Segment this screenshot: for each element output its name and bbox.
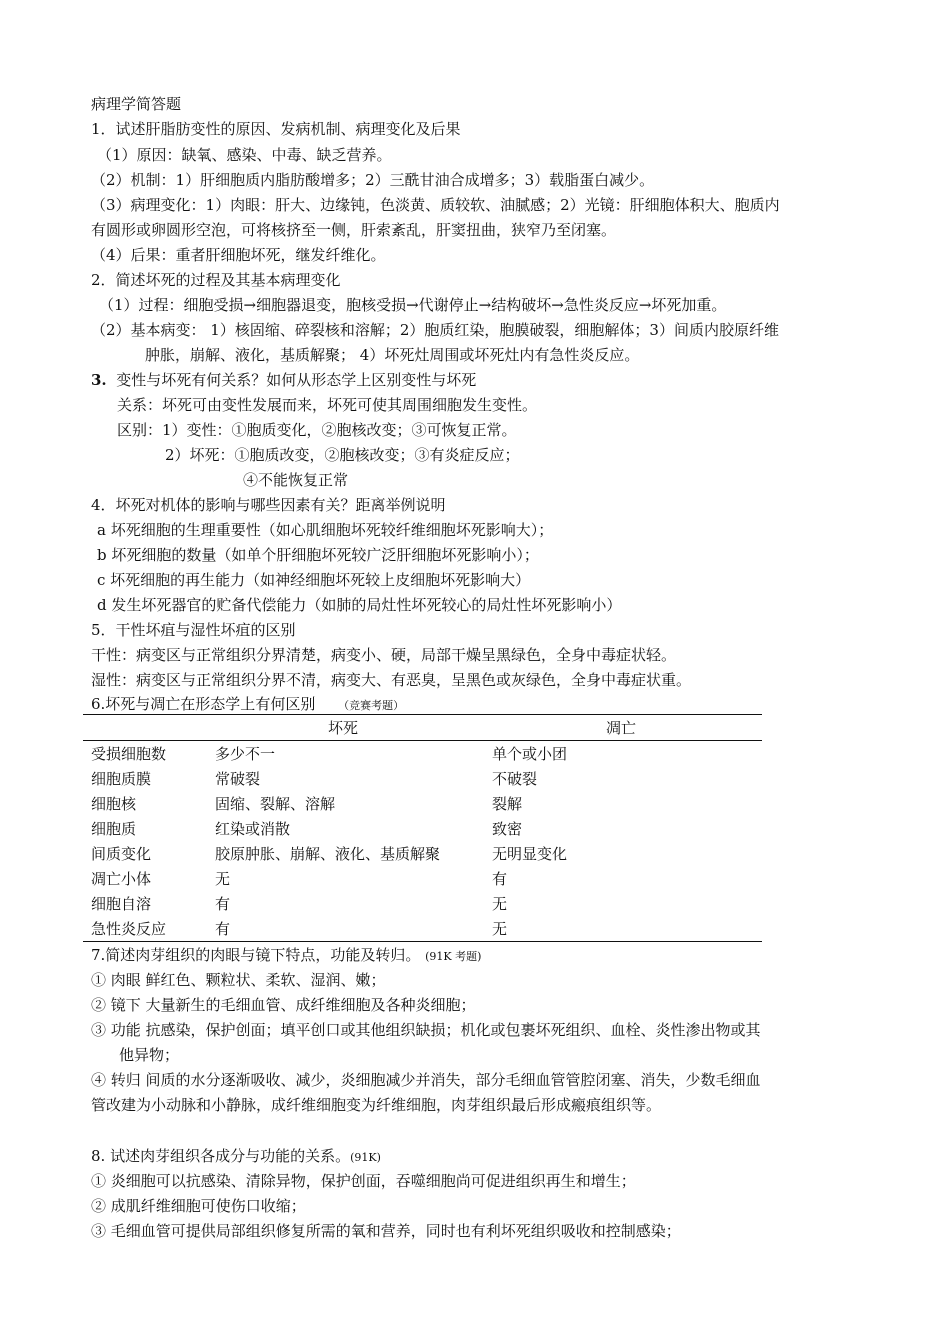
q3-line: ④不能恢复正常 (243, 471, 349, 489)
table-cell: 细胞质膜 (91, 770, 152, 788)
table-cell: 细胞质 (91, 820, 137, 838)
q3-line: 2）坏死：①胞质改变，②胞核改变；③有炎症反应； (165, 446, 520, 464)
table-cell: 无 (492, 895, 508, 913)
question-3-title (91, 369, 476, 391)
q7-line: ① 肉眼 鲜红色、颗粒状、柔软、湿润、嫩； (91, 971, 386, 989)
question-3-text: 变性与坏死有何关系？如何从形态学上区别变性与坏死 (116, 371, 477, 389)
table-cell: 常破裂 (215, 770, 261, 788)
table-cell: 细胞核 (91, 795, 137, 813)
q4-line: b 坏死细胞的数量（如单个肝细胞坏死较广泛肝细胞坏死影响小）； (97, 546, 539, 564)
table-header-necrosis: 坏死 (328, 719, 359, 737)
q8-line: ③ 毛细血管可提供局部组织修复所需的氧和营养，同时也有利坏死组织吸收和控制感染； (91, 1222, 681, 1240)
table-cell: 多少不一 (215, 745, 276, 763)
table-top-rule (83, 714, 762, 715)
table-cell: 单个或小团 (492, 745, 568, 763)
question-3-number: 3. (91, 371, 107, 389)
q3-line: 区别：1）变性：①胞质变化，②胞核改变；③可恢复正常。 (117, 421, 517, 439)
table-cell: 裂解 (492, 795, 523, 813)
table-header-apoptosis: 凋亡 (606, 719, 637, 737)
q4-line: a 坏死细胞的生理重要性（如心肌细胞坏死较纤维细胞坏死影响大）； (97, 521, 554, 539)
table-cell: 急性炎反应 (91, 920, 167, 938)
q8-line: ① 炎细胞可以抗感染、清除异物，保护创面，吞噬细胞尚可促进组织再生和增生； (91, 1172, 636, 1190)
question-8-note: (91K) (350, 1151, 381, 1164)
q1-line: 有圆形或卵圆形空泡，可将核挤至一侧，肝索紊乱，肝窦扭曲，狭窄乃至闭塞。 (91, 221, 617, 239)
q7-line: 管改建为小动脉和小静脉，成纤维细胞变为纤维细胞，肉芽组织最后形成瘢痕组织等。 (91, 1096, 662, 1114)
q3-line: 关系：坏死可由变性发展而来，坏死可使其周围细胞发生变性。 (117, 396, 538, 414)
q1-line: （4）后果：重者肝细胞坏死，继发纤维化。 (91, 246, 386, 264)
table-cell: 固缩、裂解、溶解 (215, 795, 336, 813)
table-cell: 有 (492, 870, 508, 888)
q2-line: 肿胀，崩解、液化，基质解聚； 4）坏死灶周围或坏死灶内有急性炎反应。 (145, 346, 640, 364)
q7-line: ② 镜下 大量新生的毛细血管、成纤维细胞及各种炎细胞； (91, 996, 476, 1014)
table-cell: 红染或消散 (215, 820, 291, 838)
table-cell: 细胞自溶 (91, 895, 152, 913)
q4-line: d 发生坏死器官的贮备代偿能力（如肺的局灶性坏死较心的局灶性坏死影响小） (97, 596, 622, 614)
question-7-note: (91K 考题) (425, 950, 482, 963)
table-cell: 胶原肿胀、崩解、液化、基质解聚 (215, 845, 441, 863)
table-cell: 间质变化 (91, 845, 152, 863)
question-4-title: 4．坏死对机体的影响与哪些因素有关？距离举例说明 (91, 496, 446, 514)
table-bottom-rule (83, 941, 762, 942)
question-5-title: 5．干性坏疽与湿性坏疽的区别 (91, 621, 296, 639)
question-7-text: 7.简述肉芽组织的肉眼与镜下特点，功能及转归。 (91, 946, 421, 964)
q7-line: ④ 转归 间质的水分逐渐吸收、减少，炎细胞减少并消失，部分毛细血管管腔闭塞、消失，少数毛细血 (91, 1071, 761, 1089)
table-header-rule (83, 740, 762, 741)
question-2-title: 2．简述坏死的过程及其基本病理变化 (91, 271, 341, 289)
question-6-text: 6.坏死与凋亡在形态学上有何区别 (91, 695, 316, 713)
table-cell: 无 (215, 870, 231, 888)
table-cell: 无明显变化 (492, 845, 568, 863)
table-cell: 无 (492, 920, 508, 938)
table-cell: 受损细胞数 (91, 745, 167, 763)
q8-line: ② 成肌纤维细胞可使伤口收缩； (91, 1197, 306, 1215)
question-1-title: 1．试述肝脂肪变性的原因、发病机制、病理变化及后果 (91, 120, 461, 138)
document-title: 病理学简答题 (91, 95, 182, 113)
question-8-text: 8. 试述肉芽组织各成分与功能的关系。 (91, 1147, 351, 1165)
q5-line: 干性：病变区与正常组织分界清楚，病变小、硬，局部干燥呈黑绿色，全身中毒症状轻。 (91, 646, 677, 664)
table-cell: 不破裂 (492, 770, 538, 788)
q1-line: （3）病理变化：1）肉眼：肝大、边缘钝，色淡黄、质较软、油腻感；2）光镜：肝细胞体积大、胞质内 (91, 196, 780, 214)
table-cell: 有 (215, 920, 231, 938)
q7-line: 他异物； (119, 1046, 180, 1064)
question-8-title (91, 1145, 381, 1169)
question-7-title (91, 944, 481, 968)
table-cell: 凋亡小体 (91, 870, 152, 888)
table-cell: 致密 (492, 820, 523, 838)
q1-line: （1）原因：缺氧、感染、中毒、缺乏营养。 (97, 146, 392, 164)
table-cell: 有 (215, 895, 231, 913)
question-6-note: （竞赛考题） (338, 699, 405, 712)
q1-line: （2）机制：1）肝细胞质内脂肪酸增多；2）三酰甘油合成增多；3）载脂蛋白减少。 (91, 171, 655, 189)
q2-line: （1）过程：细胞受损→细胞器退变，胞核受损→代谢停止→结构破坏→急性炎反应→坏死加重。 (99, 296, 727, 314)
q4-line: c 坏死细胞的再生能力（如神经细胞坏死较上皮细胞坏死影响大） (97, 571, 531, 589)
q2-line: （2）基本病变： 1）核固缩、碎裂核和溶解；2）胞质红染，胞膜破裂，细胞解体；3）间质内胶原纤维 (91, 321, 779, 339)
q5-line: 湿性：病变区与正常组织分界不清，病变大、有恶臭，呈黑色或灰绿色，全身中毒症状重。 (91, 671, 692, 689)
q7-line: ③ 功能 抗感染，保护创面；填平创口或其他组织缺损；机化或包裹坏死组织、血栓、炎性渗出物或其 (91, 1021, 761, 1039)
